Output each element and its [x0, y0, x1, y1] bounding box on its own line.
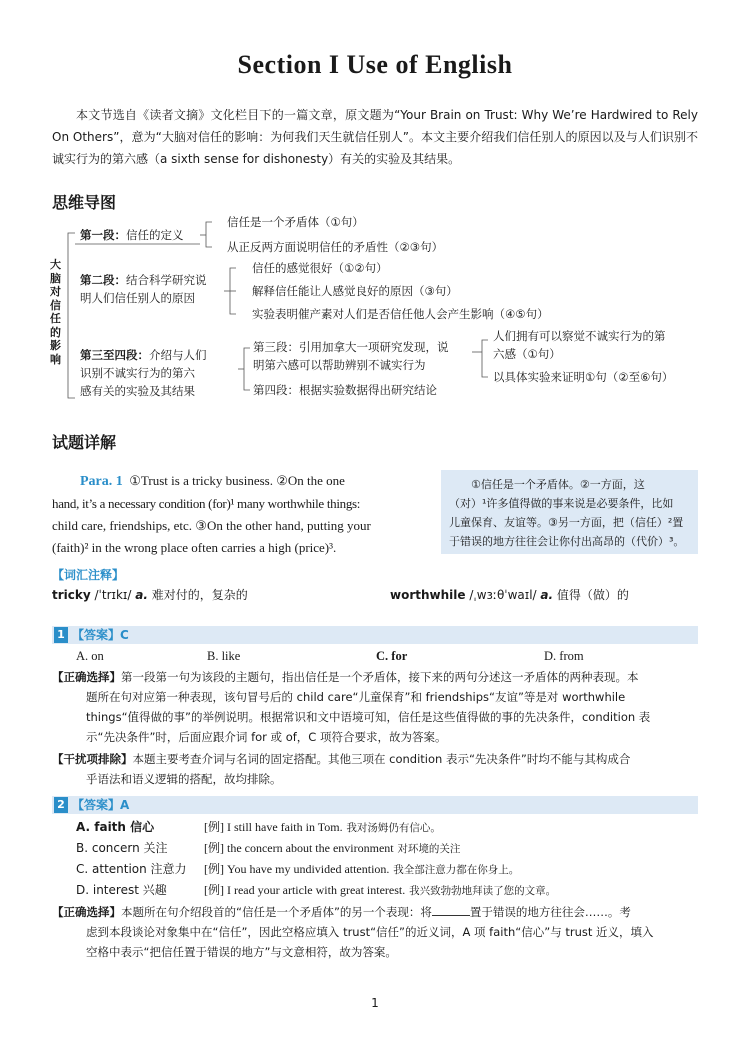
vocab-word: worthwhile — [390, 588, 466, 602]
branch-3-text-3: 感有关的实验及其结果 — [80, 384, 195, 398]
passage-line-1 — [52, 470, 432, 493]
question-1-header — [52, 626, 698, 644]
branch-2-child-2: 解释信任能让人感觉良好的原因（③句） — [252, 284, 458, 298]
vocab-definition: 值得（做）的 — [556, 588, 629, 602]
page-title: Section I Use of English — [237, 50, 513, 79]
branch-1-label: 第一段： — [80, 228, 126, 242]
para-label: Para. 1 — [80, 474, 123, 489]
q2-a-example-text: [例] I still have faith in Tom. — [204, 820, 343, 834]
q2-option-d-example — [204, 881, 556, 901]
q2-correct-line-1a: 本题所在句介绍段首的“信任是一个矛盾体”的另一个表现：将 — [121, 905, 432, 919]
vocab-ipa: /ˌwɜːθˈwaɪl/ — [469, 588, 537, 602]
vocab-item-worthwhile — [390, 586, 629, 603]
q1-distractor-tag: 【干扰项排除】 — [52, 752, 133, 766]
question-2-number: 2 — [54, 797, 68, 813]
q1-option-c: C. for — [376, 649, 408, 663]
q2-option-a: A. faith 信心 — [76, 820, 155, 834]
branch-2-label: 第二段： — [80, 273, 126, 287]
q2-b-example-text: [例] the concern about the environment — [204, 841, 394, 855]
q2-option-c: C. attention 注意力 — [76, 862, 187, 876]
q2-c-example-text: [例] You have my undivided attention. — [204, 862, 390, 876]
vocab-definition: 难对付的，复杂的 — [151, 588, 248, 602]
q1-option-d: D. from — [544, 649, 584, 663]
q2-correct-tag: 【正确选择】 — [52, 905, 121, 919]
branch-3-text-1: 介绍与人们 — [149, 348, 207, 362]
q2-d-example-text: [例] I read your article with great interest. — [204, 883, 406, 897]
q1-distractor-line-2: 乎语法和语义逻辑的搭配，故均排除。 — [86, 772, 282, 786]
branch-3-sub-1-child-1-line-1: 人们拥有可以察觉不诚实行为的第 — [493, 329, 666, 343]
mindmap-branch-2 — [80, 272, 207, 288]
passage-line-3: child care, friendships, etc. ③On the other hand, putting your — [52, 518, 371, 533]
passage-line-4: (faith)² in the wrong place often carries a high (price)³. — [52, 540, 337, 555]
passage-line-2: hand, it’s a necessary condition (for)¹ many worthwhile things: — [52, 496, 361, 511]
branch-1-child-1: 信任是一个矛盾体（①句） — [227, 215, 364, 229]
page-number: 1 — [371, 996, 379, 1010]
analysis-heading: 试题详解 — [52, 433, 117, 452]
q2-a-translation: 我对汤姆仍有信心。 — [346, 822, 441, 834]
mindmap-branch-1 — [80, 227, 184, 243]
q2-option-b-example — [204, 839, 460, 859]
branch-2-text-2: 明人们信任别人的原因 — [80, 291, 195, 305]
q2-option-b: B. concern 关注 — [76, 841, 168, 855]
branch-2-text-1: 结合科学研究说 — [126, 273, 207, 287]
branch-1-child-2: 从正反两方面说明信任的矛盾性（②③句） — [227, 240, 444, 254]
question-2-header — [52, 796, 698, 814]
vocab-pos: a. — [540, 588, 554, 602]
translation-line-1: ①信任是一个矛盾体。②一方面，这 — [471, 478, 645, 491]
branch-3-sub-1-line-2: 明第六感可以帮助辨别不诚实行为 — [253, 358, 426, 372]
q2-correct-explanation — [52, 902, 698, 962]
vocab-heading: 【词汇注释】 — [52, 568, 125, 582]
question-1-number: 1 — [54, 627, 68, 643]
branch-3-label: 第三至四段： — [80, 348, 149, 362]
mindmap-heading: 思维导图 — [52, 193, 117, 212]
translation-line-4: 于错误的地方往往会让你付出高昂的（代价）³。 — [449, 535, 685, 548]
passage-line-1-text: ①Trust is a tricky business. ②On the one — [129, 473, 345, 488]
q2-correct-line-3: 空格中表示“把信任置于错误的地方”与文意相符，故为答案。 — [86, 945, 397, 959]
mindmap-branch-3 — [80, 347, 207, 363]
branch-3-sub-2: 第四段：根据实验数据得出研究结论 — [253, 383, 437, 397]
q2-option-d: D. interest 兴趣 — [76, 883, 167, 897]
q1-distractor-explanation — [52, 749, 698, 789]
q1-option-b: B. like — [207, 649, 241, 663]
branch-3-sub-1-child-1-line-2: 六感（①句） — [493, 347, 561, 361]
q1-distractor-line-1: 本题主要考查介词与名词的固定搭配。其他三项在 condition 表示“先决条件”时均不能与其构成合 — [132, 752, 631, 766]
q2-correct-line-2: 虑到本段谈论对象集中在“信任”，因此空格应填入 trust“信任”的近义词，A 项 faith“信心”与 trust 近义，填入 — [86, 925, 654, 939]
intro-text: 本文节选自《读者文摘》文化栏目下的一篇文章，原文题为“Your Brain on Trust: Why We’re Hardwired to Rely On Others”，意为“大脑对信任的影响：为何我们天生就信任别人”。本文主要介绍我们信任别人的原因以及与人们识别不诚实行为的第六感（a sixth sense for dishonesty）有关的实验及其结果。 — [52, 108, 698, 166]
q1-correct-line-3: things“值得做的事”的举例说明。根据常识和文中语境可知，信任是这些值得做的事的先决条件，condition 表 — [86, 710, 651, 724]
q2-b-translation: 对环境的关注 — [397, 843, 461, 855]
translation-line-3: 儿童保育、友谊等。③另一方面，把（信任）²置 — [449, 516, 684, 529]
q1-correct-tag: 【正确选择】 — [52, 670, 121, 684]
translation-box — [441, 470, 698, 554]
branch-1-text: 信任的定义 — [126, 228, 184, 242]
q2-option-c-example — [204, 860, 519, 880]
mindmap-root: 大脑对信任的影响 — [50, 258, 61, 366]
vocab-item-tricky — [52, 586, 248, 603]
vocab-pos: a. — [135, 588, 148, 602]
intro-paragraph — [52, 104, 698, 170]
branch-3-sub-1-line-1: 第三段：引用加拿大一项研究发现，说 — [253, 340, 449, 354]
vocab-ipa: /ˈtrɪkɪ/ — [94, 588, 132, 602]
vocab-word: tricky — [52, 588, 91, 602]
q1-correct-line-1: 第一段第一句为该段的主题句，指出信任是一个矛盾体，接下来的两句分述这一矛盾体的两种表现。本 — [121, 670, 639, 684]
branch-2-child-1: 信任的感觉很好（①②句） — [252, 261, 388, 275]
branch-2-child-3: 实验表明催产素对人们是否信任他人会产生影响（④⑤句） — [252, 307, 549, 321]
q1-correct-explanation — [52, 667, 698, 747]
branch-3-text-2: 识别不诚实行为的第六 — [80, 366, 195, 380]
answer-blank — [432, 903, 470, 916]
q1-correct-line-4: 示“先决条件”时，后面应跟介词 for 或 of，C 项符合要求，故为答案。 — [86, 730, 447, 744]
q1-correct-line-2: 题所在句对应第一种表现，该句冒号后的 child care“儿童保育”和 friendships“友谊”等是对 worthwhile — [86, 690, 626, 704]
q2-d-translation: 我兴致勃勃地拜读了您的文章。 — [409, 885, 557, 897]
question-2-answer: 【答案】A — [72, 798, 130, 812]
q2-c-translation: 我全部注意力都在你身上。 — [393, 864, 520, 876]
q2-correct-line-1b: 置于错误的地方往往会……。考 — [469, 905, 631, 919]
q1-option-a: A. on — [76, 649, 104, 663]
question-1-answer: 【答案】C — [72, 628, 129, 642]
passage-paragraph-1 — [52, 470, 432, 559]
translation-line-2: （对）¹许多值得做的事来说是必要条件，比如 — [449, 497, 674, 510]
q2-option-a-example — [204, 818, 441, 838]
branch-3-sub-1-child-2: 以具体实验来证明①句（②至⑥句） — [493, 370, 674, 384]
